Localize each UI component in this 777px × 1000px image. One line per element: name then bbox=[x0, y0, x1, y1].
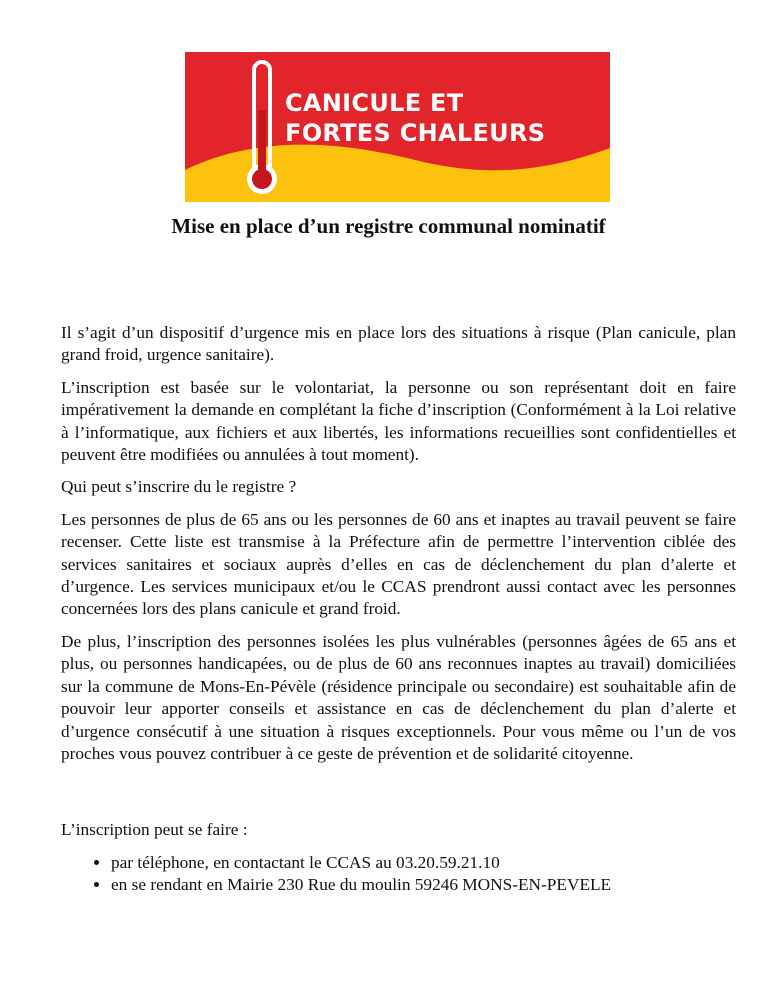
inscription-list bbox=[61, 852, 736, 897]
paragraph-vulnerable: De plus, l’inscription des personnes isolées les plus vulnérables (personnes âgées de 65 ans et plus, ou personnes handicapées, ou de plus de 60 ans reconnues inaptes au travail) domiciliées sur la commune de Mons-En-Pévèle (résidence principale ou secondaire) est souhaitable afin de pouvoir leur apporter conseils et assistance en cas de déclenchement du plan d’alerte et d’urgence consécutif à une situation à risques exceptionnels. Pour vous même ou l’un de vos proches vous pouvez contribuer à ce geste de prévention et de solidarité citoyenne. bbox=[61, 631, 736, 763]
banner-line-2: FORTES CHALEURS bbox=[285, 119, 546, 147]
inscription-intro: L’inscription peut se faire : bbox=[61, 820, 248, 840]
paragraph-volontariat: L’inscription est basée sur le volontariat, la personne ou son représentant doit en faire impérativement la demande en complétant la fiche d’inscription (Conformément à la Loi relative à l’informatique, aux fichiers et aux libertés, les informations recueillies sont confidentielles et peuvent être modifiées ou annulées à tout moment). bbox=[61, 377, 736, 465]
banner-line-1: CANICULE ET bbox=[285, 89, 464, 117]
paragraph-intro: Il s’agit d’un dispositif d’urgence mis en place lors des situations à risque (Plan canicule, plan grand froid, urgence sanitaire). bbox=[61, 323, 736, 365]
banner-title bbox=[285, 88, 585, 148]
list-item-phone: • par téléphone, en contactant le CCAS au 03.20.59.21.10 bbox=[111, 852, 736, 874]
list-item-mairie: • en se rendant en Mairie 230 Rue du moulin 59246 MONS-EN-PEVELE bbox=[111, 874, 736, 896]
document-body bbox=[61, 322, 736, 897]
spacer bbox=[61, 775, 736, 819]
question-heading: Qui peut s’inscrire du le registre ? bbox=[61, 477, 297, 497]
canicule-banner bbox=[185, 52, 610, 202]
page-title: Mise en place d’un registre communal nominatif bbox=[171, 214, 606, 238]
paragraph-eligibility: Les personnes de plus de 65 ans ou les personnes de 60 ans et inaptes au travail peuvent se faire recenser. Cette liste est transmise à la Préfecture afin de permettre l’intervention ciblée des services sanitaires et sociaux auprès d’elles en cas de déclenchement du plan d’alerte et d’urgence. Les services municipaux et/ou le CCAS prendront aussi contact avec les personnes concernées lors des plans canicule et grand froid. bbox=[61, 509, 736, 619]
